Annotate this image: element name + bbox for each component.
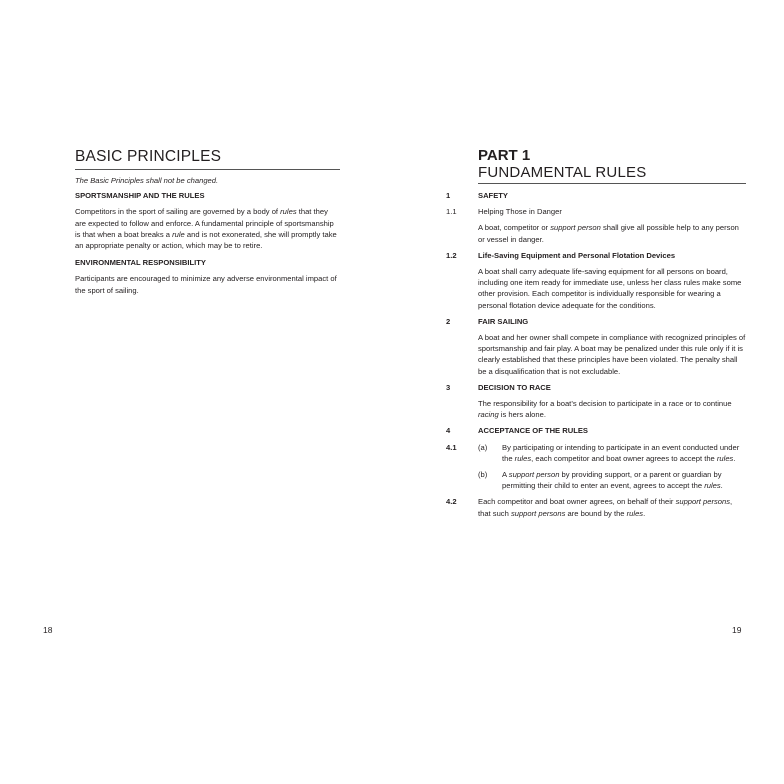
part-heading	[478, 148, 746, 184]
rule-title: FAIR SAILING	[478, 316, 529, 326]
rule-number: 1.2	[446, 250, 457, 260]
rule-1-1	[446, 206, 746, 217]
rule-4-1	[446, 442, 746, 464]
fundamental-rules	[446, 190, 746, 524]
rule-1-1-text: A boat, competitor or support person shall give all possible help to any person or vessel in danger.	[478, 223, 739, 244]
page-number-right: 19	[732, 625, 742, 635]
rule-4-2-text: Each competitor and boat owner agrees, on behalf of their support persons, that such support persons are bound by the rules.	[478, 497, 733, 518]
rule-4	[446, 425, 746, 436]
rule-4-2	[446, 496, 746, 518]
rule-number: 3	[446, 382, 451, 392]
rule-2-text: A boat and her owner shall compete in compliance with recognized principles of sportsmanship and fair play. A boat may be penalized under this rule only if it is clearly established that these principles have been violated. The penalty shall be a disqualification that is not excludable.	[478, 333, 746, 376]
basic-principles-title: BASIC PRINCIPLES	[75, 148, 340, 170]
rule-2	[446, 316, 746, 327]
rule-1-2-text: A boat shall carry adequate life-saving equipment for all persons on board, including one item ready for immediate use, unless her class rules make some other provision. Each competitor is individually responsible for wearing a personal flotation device adequate for the conditions.	[478, 267, 742, 310]
sub-label: (b)	[478, 470, 488, 480]
rule-4-1-a	[478, 442, 746, 464]
sportsmanship-paragraph: Competitors in the sport of sailing are governed by a body of rules that they are expected to follow and enforce. A fundamental principle of sportsmanship is that when a boat breaks a rule and is not exonerated, she will promptly take an appropriate penalty or action, which may be to retire.	[75, 207, 337, 251]
rule-1	[446, 190, 746, 201]
rule-title: DECISION TO RACE	[478, 382, 551, 392]
rule-title: Life-Saving Equipment and Personal Flotation Devices	[478, 250, 676, 260]
rule-title: ACCEPTANCE OF THE RULES	[478, 426, 588, 436]
rule-title: Helping Those in Danger	[478, 207, 562, 217]
sub-text: By participating or intending to participate in an event conducted under the rules, each competitor and boat owner agrees to accept the rules.	[502, 442, 740, 463]
rule-4-1-b	[478, 469, 746, 491]
rule-1-2	[446, 250, 746, 261]
page-number-left: 18	[43, 625, 53, 635]
part-number: PART 1	[478, 147, 531, 164]
rule-3	[446, 382, 746, 393]
sub-text: A support person by providing support, or a parent or guardian by permitting their child to enter an event, agrees to accept the rules.	[502, 470, 723, 491]
basic-principles-body	[75, 175, 337, 302]
rule-number: 4.2	[446, 497, 457, 507]
rule-number: 4.1	[446, 442, 457, 452]
environment-paragraph: Participants are encouraged to minimize any adverse environmental impact of the sport of sailing.	[75, 274, 337, 295]
sub-label: (a)	[478, 442, 488, 452]
right-page	[392, 0, 784, 784]
rule-number: 1.1	[446, 207, 457, 217]
part-title: FUNDAMENTAL RULES	[478, 164, 647, 181]
unchangeable-note: The Basic Principles shall not be changed.	[75, 176, 219, 185]
rule-3-text: The responsibility for a boat’s decision to participate in a race or to continue racing is hers alone.	[478, 399, 732, 420]
rule-number: 4	[446, 426, 451, 436]
rule-number: 2	[446, 316, 451, 326]
rule-number: 1	[446, 191, 451, 200]
rule-title: SAFETY	[478, 191, 508, 200]
environment-heading: ENVIRONMENTAL RESPONSIBILITY	[75, 258, 206, 268]
sportsmanship-heading: SPORTSMANSHIP AND THE RULES	[75, 191, 205, 201]
